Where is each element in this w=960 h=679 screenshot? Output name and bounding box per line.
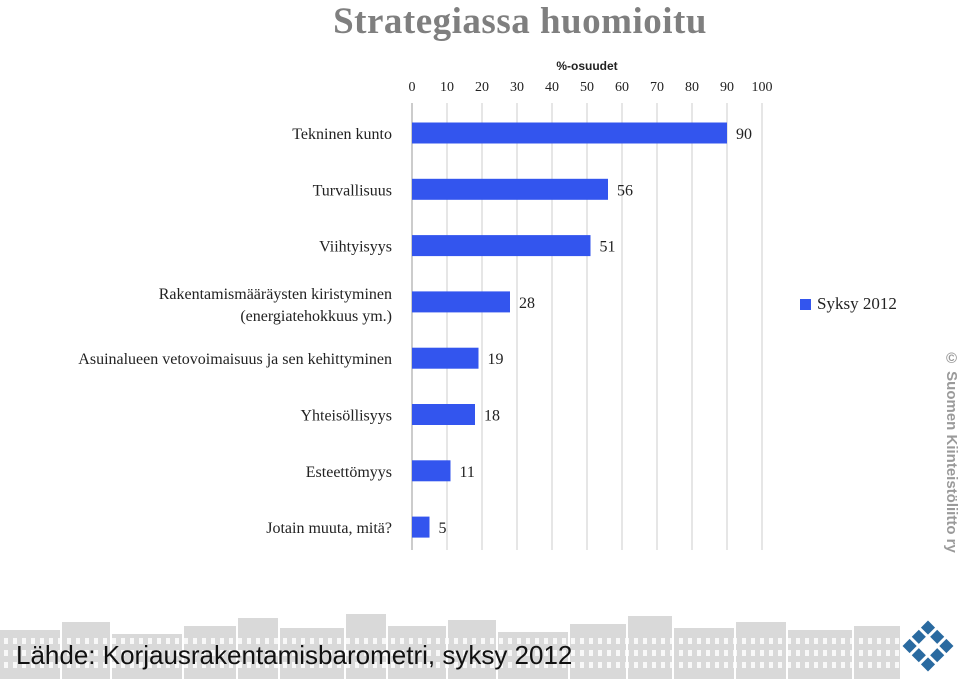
category-labels [78, 126, 392, 537]
x-tick-label: 90 [720, 80, 734, 95]
bar [412, 460, 451, 481]
legend-label: Syksy 2012 [817, 294, 897, 313]
data-label: 11 [459, 463, 475, 481]
data-label: 90 [736, 126, 752, 143]
x-tick-label: 100 [751, 80, 773, 95]
x-tick-label: 20 [475, 80, 489, 95]
category-label: Jotain muuta, mitä? [266, 520, 392, 538]
data-label: 19 [487, 351, 504, 369]
diamond-grid-logo-icon [900, 618, 956, 674]
data-label: 5 [438, 520, 447, 538]
legend [800, 294, 897, 314]
data-label: 28 [519, 294, 535, 312]
grid-lines [412, 103, 762, 550]
bar [412, 517, 430, 538]
category-label: Tekninen kunto [292, 126, 392, 143]
x-tick-label: 80 [685, 80, 699, 95]
x-tick-label: 70 [650, 80, 664, 95]
page-title: Strategiassa huomioitu [333, 1, 707, 42]
bar [412, 235, 591, 256]
x-tick-label: 30 [510, 80, 524, 95]
bar [412, 348, 479, 369]
category-label: Yhteisöllisyys [300, 407, 392, 425]
category-label: Rakentamismääräysten kiristyminen (energiatehokkuus ym.) [158, 285, 392, 325]
bars [412, 123, 752, 538]
category-label: Turvallisuus [312, 182, 392, 200]
x-axis-title: %-osuudet [556, 59, 618, 73]
category-label: Asuinalueen vetovoimaisuus ja sen kehittyminen [78, 351, 392, 369]
x-tick-label: 40 [545, 80, 559, 95]
data-label: 51 [599, 238, 616, 256]
legend-swatch [800, 299, 811, 310]
category-label: Esteettömyys [305, 463, 392, 481]
x-tick-label: 60 [615, 80, 629, 95]
bar [412, 291, 510, 312]
x-axis-ticks [409, 80, 773, 95]
category-label: Viihtyisyys [319, 238, 392, 256]
x-tick-label: 50 [580, 80, 594, 95]
bar [412, 179, 608, 200]
data-label: 56 [617, 182, 633, 200]
x-tick-label: 0 [408, 80, 416, 95]
source-text: Lähde: Korjausrakentamisbarometri, syksy 2012 [16, 640, 573, 670]
bar [412, 123, 727, 144]
x-tick-label: 10 [440, 80, 454, 95]
bar [412, 404, 475, 425]
data-label: 18 [484, 407, 500, 425]
copyright-text: © Suomen Kiinteistöliitto ry [943, 350, 960, 553]
